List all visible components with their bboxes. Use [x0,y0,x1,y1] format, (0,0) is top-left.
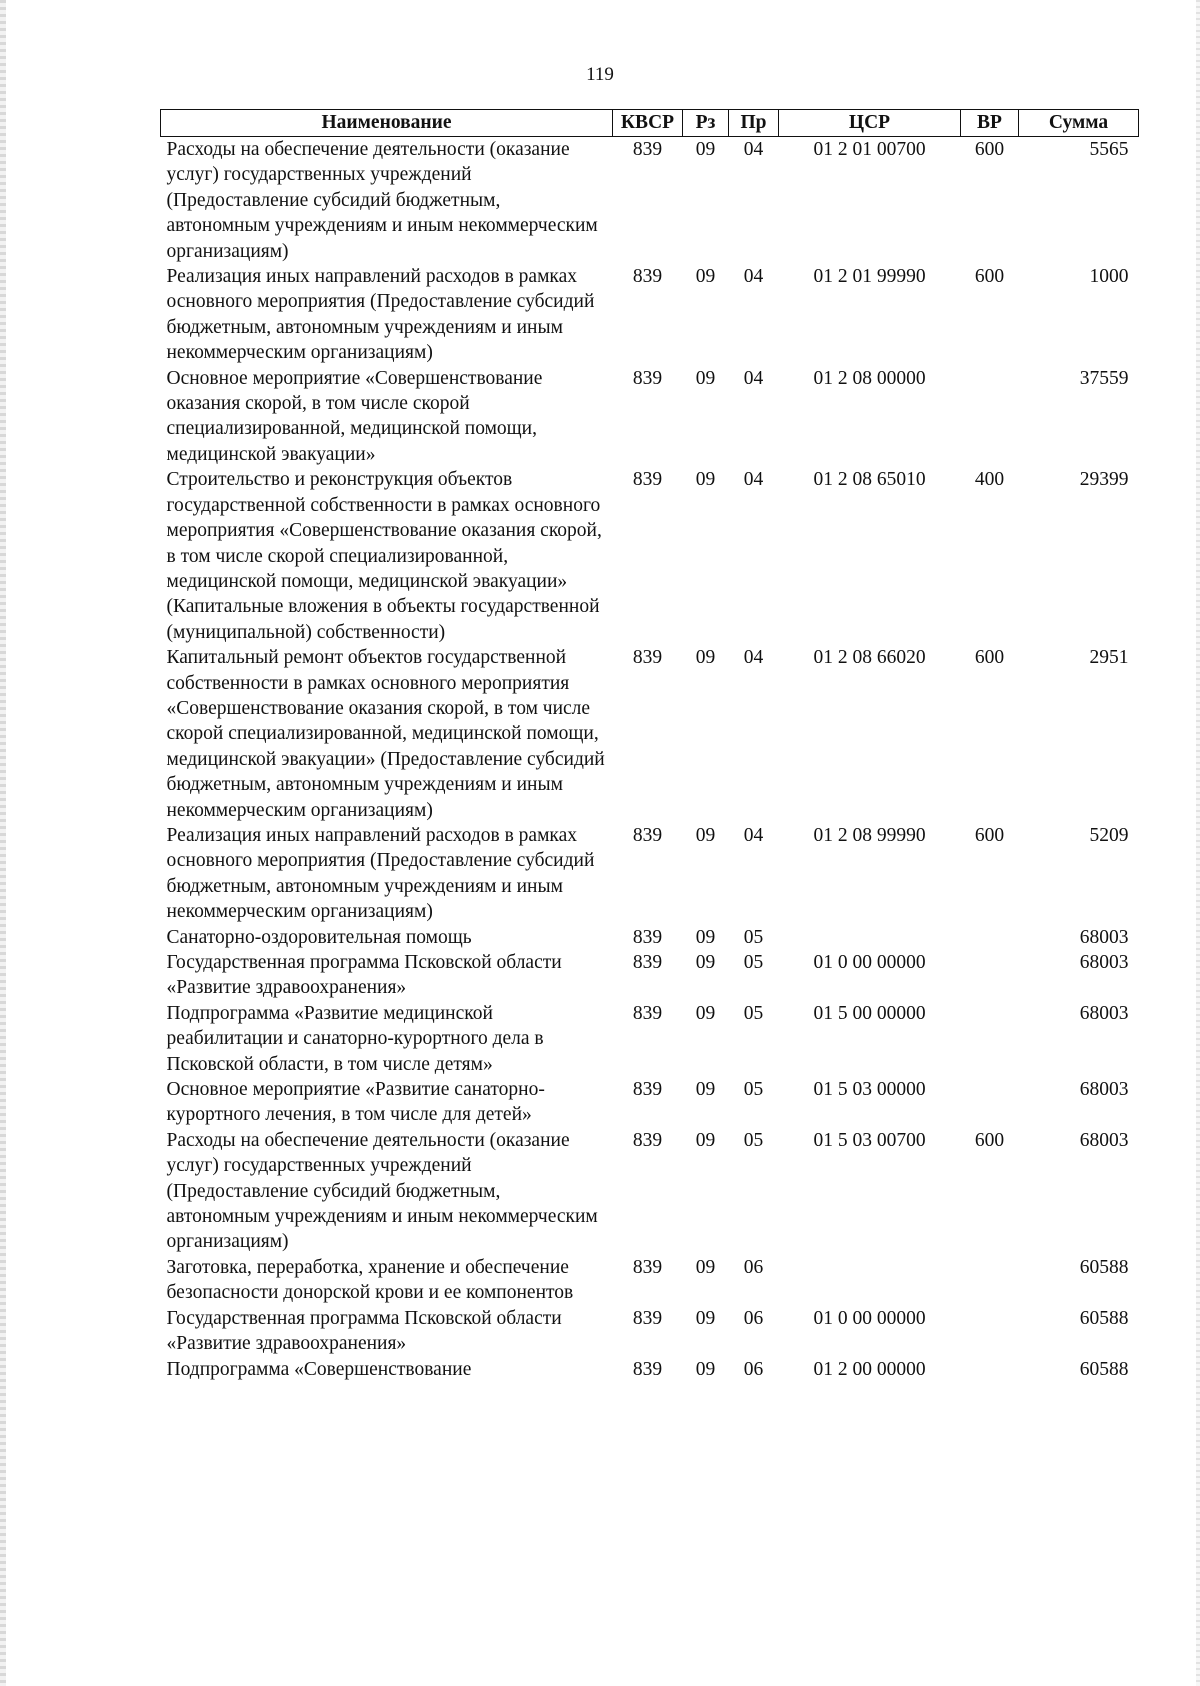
cell-kvsr: 839 [632,139,663,160]
header-sum: Сумма [1019,110,1139,137]
cell-rz: 09 [695,469,716,491]
cell-pr: 04 [743,367,764,389]
cell-pr: 04 [743,139,764,160]
table-row [161,950,1139,1001]
cell-csr: 01 2 00 00000 [813,1358,926,1380]
cell-name: Заготовка, переработка, хранение и обеспечение безопасности донорской крови и ее компонентов [166,1256,574,1304]
cell-rz: 09 [695,139,716,160]
table-row [161,1001,1139,1077]
cell-csr: 01 5 00 00000 [813,1002,926,1024]
cell-kvsr: 839 [632,952,663,973]
cell-sum: 5565 [1089,139,1129,160]
cell-vr [961,1357,1019,1382]
cell-sum: 1000 [1089,266,1129,288]
cell-rz: 09 [695,1079,716,1101]
cell-vr [961,366,1019,468]
table-row [161,467,1139,645]
cell-vr [961,1255,1019,1306]
cell-csr: 01 5 03 00700 [813,1129,926,1151]
cell-vr: 600 [974,266,1005,288]
cell-vr [961,1306,1019,1357]
cell-vr [961,1077,1019,1128]
cell-sum: 37559 [1079,367,1129,389]
cell-kvsr: 839 [632,926,663,948]
table-row [161,1306,1139,1357]
cell-kvsr: 839 [632,469,663,491]
cell-rz: 09 [695,1307,716,1329]
cell-sum: 2951 [1089,647,1129,669]
cell-csr: 01 2 01 99990 [813,266,926,288]
header-kvsr: КВСР [613,110,683,137]
table-row [161,1077,1139,1128]
cell-kvsr: 839 [632,1129,663,1151]
cell-name: Государственная программа Псковской области «Развитие здравоохранения» [166,1307,562,1355]
budget-table [160,109,1139,1382]
cell-pr: 06 [743,1307,764,1329]
table-row [161,645,1139,823]
cell-name: Основное мероприятие «Совершенствование оказания скорой, в том числе скорой специализированной, медицинской помощи, медицинской эвакуации» [166,367,543,465]
cell-kvsr: 839 [632,1307,663,1329]
cell-rz: 09 [695,367,716,389]
cell-vr: 600 [974,824,1005,846]
cell-pr: 04 [743,266,764,288]
cell-rz: 09 [695,952,716,973]
cell-sum: 60588 [1079,1358,1129,1380]
cell-csr: 01 2 01 00700 [813,139,926,160]
cell-kvsr: 839 [632,647,663,669]
cell-sum: 68003 [1079,1002,1129,1024]
scan-right-edge [1196,0,1200,1686]
cell-kvsr: 839 [632,1079,663,1101]
scan-left-edge [0,0,6,1686]
cell-vr: 600 [974,647,1005,669]
table-header [161,110,1139,137]
cell-sum: 68003 [1079,926,1129,948]
cell-vr: 600 [974,1129,1005,1151]
cell-name: Капитальный ремонт объектов государственной собственности в рамках основного мероприятия «Совершенствование оказания скорой, в том числе скорой специализированной, медицинской помощи, медицинской эвакуации» (Предоставление субсидий бюджетным, автономным учреждениям и иным некоммерческим организациям) [166,647,605,821]
cell-rz: 09 [695,1358,716,1380]
cell-name: Подпрограмма «Развитие медицинской реабилитации и санаторно-курортного дела в Псковской области, в том числе детям» [166,1002,544,1075]
table-row [161,137,1139,265]
cell-name: Расходы на обеспечение деятельности (оказание услуг) государственных учреждений (Предоставление субсидий бюджетным, автономным учреждениям и иным некоммерческим организациям) [166,139,598,262]
cell-csr: 01 2 08 66020 [813,647,926,669]
cell-pr: 05 [743,926,764,948]
cell-name: Расходы на обеспечение деятельности (оказание услуг) государственных учреждений (Предоставление субсидий бюджетным, автономным учреждениям и иным некоммерческим организациям) [166,1129,598,1253]
cell-csr: 01 2 08 99990 [813,824,926,846]
cell-rz: 09 [695,1129,716,1151]
header-pr: Пр [729,110,779,137]
table-row [161,1255,1139,1306]
table-row [161,366,1139,468]
header-csr: ЦСР [779,110,961,137]
cell-sum: 29399 [1079,469,1129,491]
cell-pr: 05 [743,952,764,973]
cell-name: Строительство и реконструкция объектов государственной собственности в рамках основного мероприятия «Совершенствование оказания скорой, в том числе скорой специализированной, медицинской помощи, медицинской эвакуации» (Капитальные вложения в объекты государственной (муниципальной) собственности) [166,469,602,643]
cell-kvsr: 839 [632,266,663,288]
cell-pr: 06 [743,1358,764,1380]
table-row [161,264,1139,366]
cell-name: Санаторно-оздоровительная помощь [166,926,472,948]
cell-kvsr: 839 [632,367,663,389]
cell-csr [779,925,961,950]
table-row [161,1357,1139,1382]
cell-rz: 09 [695,926,716,948]
cell-vr: 400 [974,469,1005,491]
cell-csr: 01 2 08 65010 [813,469,926,491]
cell-csr: 01 0 00 00000 [813,952,926,973]
cell-pr: 05 [743,1129,764,1151]
cell-pr: 04 [743,824,764,846]
cell-rz: 09 [695,824,716,846]
table-body [161,137,1139,1382]
cell-sum: 60588 [1079,1307,1129,1329]
cell-rz: 09 [695,266,716,288]
cell-sum: 68003 [1079,1079,1129,1101]
header-rz: Рз [683,110,729,137]
cell-vr [961,950,1019,1001]
cell-sum: 5209 [1089,824,1129,846]
cell-name: Основное мероприятие «Развитие санаторно-курортного лечения, в том числе для детей» [166,1079,545,1126]
cell-sum: 68003 [1079,1129,1129,1151]
page-number: 119 [586,64,614,85]
cell-pr: 04 [743,469,764,491]
table-row [161,925,1139,950]
cell-csr [779,1255,961,1306]
cell-kvsr: 839 [632,824,663,846]
cell-vr [961,925,1019,950]
header-name: Наименование [161,110,613,137]
cell-pr: 05 [743,1002,764,1024]
cell-pr: 05 [743,1079,764,1101]
cell-kvsr: 839 [632,1256,663,1278]
cell-name: Реализация иных направлений расходов в рамках основного мероприятия (Предоставление субсидий бюджетным, автономным учреждениям и иным некоммерческим организациям) [166,266,595,364]
cell-name: Государственная программа Псковской области «Развитие здравоохранения» [166,952,562,999]
table-row [161,1128,1139,1255]
table-row [161,823,1139,925]
cell-csr: 01 2 08 00000 [813,367,926,389]
cell-vr: 600 [974,139,1005,160]
cell-csr: 01 5 03 00000 [813,1079,926,1101]
cell-vr [961,1001,1019,1077]
cell-sum: 68003 [1079,952,1129,973]
cell-kvsr: 839 [632,1002,663,1024]
header-vr: ВР [961,110,1019,137]
cell-name: Реализация иных направлений расходов в рамках основного мероприятия (Предоставление субсидий бюджетным, автономным учреждениям и иным некоммерческим организациям) [166,824,595,923]
cell-name: Подпрограмма «Совершенствование [166,1358,472,1380]
cell-rz: 09 [695,1256,716,1278]
cell-kvsr: 839 [632,1358,663,1380]
cell-pr: 04 [743,647,764,669]
cell-rz: 09 [695,647,716,669]
cell-csr: 01 0 00 00000 [813,1307,926,1329]
cell-sum: 60588 [1079,1256,1129,1278]
cell-pr: 06 [743,1256,764,1278]
cell-rz: 09 [695,1002,716,1024]
